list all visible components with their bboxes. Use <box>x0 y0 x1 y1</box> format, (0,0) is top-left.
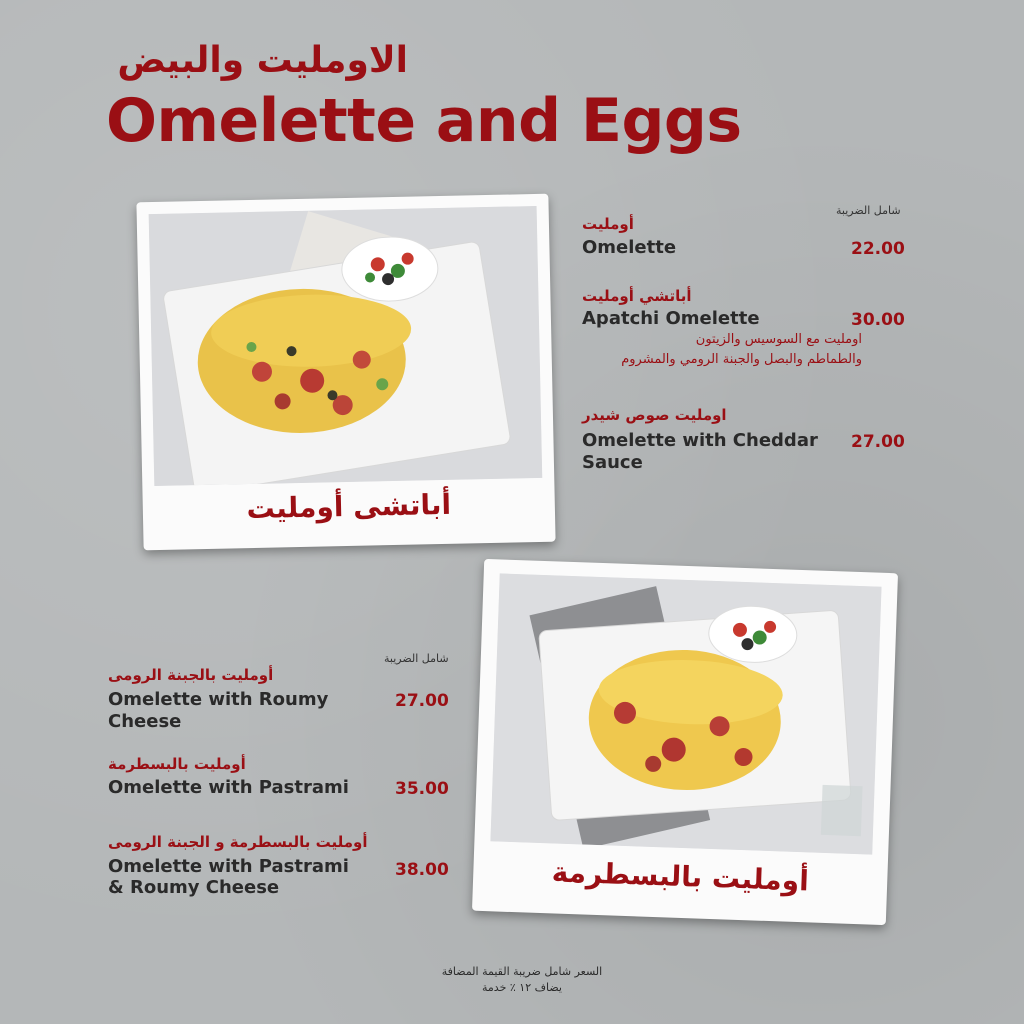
item-cheddar-name-line1: Omelette with Cheddar <box>582 430 818 451</box>
item-pastrami-roumy-name-line2: & Roumy Cheese <box>108 877 280 898</box>
item-apatchi-name-ar: أباتشي أومليت <box>582 287 692 305</box>
photo-caption-apatchi: أباتشى أومليت <box>246 487 452 526</box>
page-title: Omelette and Eggs <box>106 86 742 156</box>
item-pastrami-roumy-name-ar: أومليت بالبسطرمة و الجبنة الرومى <box>108 833 368 851</box>
page-title-arabic: الاومليت والبيض <box>117 40 408 81</box>
photo-card-pastrami <box>472 559 898 925</box>
photo-caption-pastrami: أومليت بالبسطرمة <box>551 855 810 898</box>
item-apatchi-description-line1: اومليت مع السوسيس والزيتون <box>695 332 862 347</box>
item-pastrami-name-ar: أومليت بالبسطرمة <box>108 755 246 773</box>
item-cheddar-name-ar: اومليت صوص شيدر <box>582 406 727 424</box>
item-roumy-name-line1: Omelette with Roumy <box>108 689 329 710</box>
footer-vat-note: السعر شامل ضريبة القيمة المضافة <box>441 965 603 978</box>
item-cheddar-name-line2: Sauce <box>582 452 643 473</box>
item-pastrami-roumy-price: 38.00 <box>395 860 449 880</box>
item-pastrami-price: 35.00 <box>395 779 449 799</box>
item-omelette-name-ar: أومليت <box>582 215 634 233</box>
item-pastrami-name: Omelette with Pastrami <box>108 777 349 798</box>
item-apatchi-price: 30.00 <box>851 310 905 330</box>
footer-service-note: يضاف ١٢ ٪ خدمة <box>482 981 562 994</box>
item-cheddar-price: 27.00 <box>851 432 905 452</box>
pastrami-omelette-photo <box>490 573 881 854</box>
item-apatchi-description-line2: والطماطم والبصل والجبنة الرومي والمشروم <box>621 352 862 367</box>
apatchi-omelette-photo <box>149 206 543 486</box>
item-pastrami-roumy-name-line1: Omelette with Pastrami <box>108 856 349 877</box>
item-roumy-name-line2: Cheese <box>108 711 182 732</box>
item-roumy-price: 27.00 <box>395 691 449 711</box>
tax-inclusive-label: شامل الضريبة <box>836 204 901 217</box>
photo-card-apatchi <box>136 194 555 551</box>
item-apatchi-name: Apatchi Omelette <box>582 308 760 329</box>
item-omelette-name: Omelette <box>582 237 677 258</box>
item-omelette-price: 22.00 <box>851 239 905 259</box>
item-roumy-name-ar: أومليت بالجبنة الرومى <box>108 666 274 684</box>
tax-inclusive-label: شامل الضريبة <box>384 652 449 665</box>
